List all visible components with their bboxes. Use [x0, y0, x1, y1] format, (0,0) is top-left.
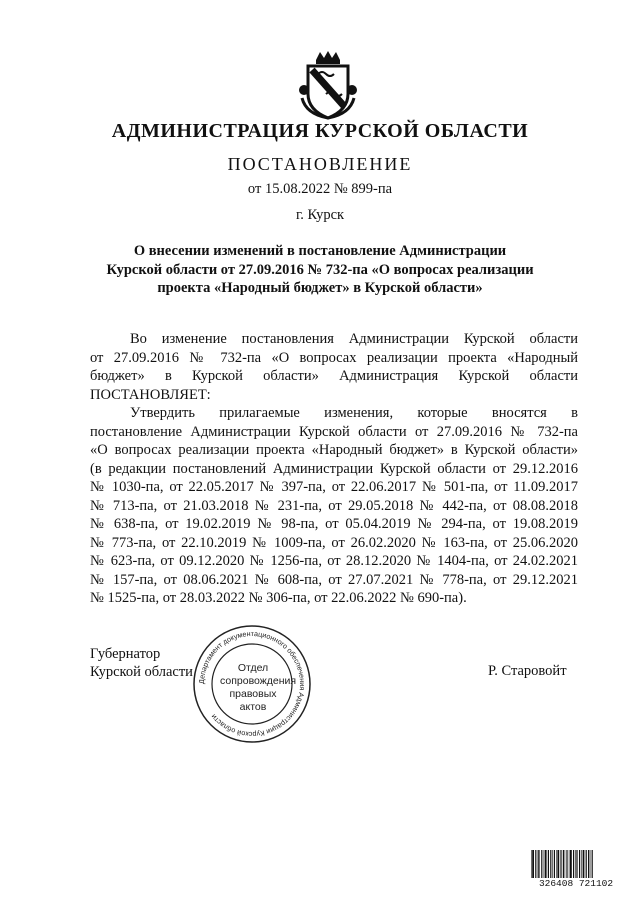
subject-line: Курской области от 27.09.2016 № 732-па «О вопросах реализации: [106, 261, 534, 278]
barcode-bar: [554, 850, 555, 880]
stamp-line: Отдел: [237, 662, 269, 674]
barcode-bar: [545, 850, 547, 880]
signatory-title-line: Губернатор: [90, 646, 161, 662]
barcode-bar: [557, 850, 559, 880]
body-line: № 1030-па, от 22.05.2017 № 397-па, от 22.06.2017 № 501-па, от 11.09.2017: [90, 479, 578, 495]
barcode-bar: [583, 850, 585, 880]
signatory-title: [90, 645, 193, 681]
body-line: Утвердить прилагаемые изменения, которые вносятся в: [130, 405, 578, 421]
body-line: от 27.09.2016 № 732-па «О вопросах реализации проекта «Народный: [90, 349, 578, 366]
body-line: № 713-па, от 21.03.2018 № 231-па, от 29.05.2018 № 442-па, от 08.08.2018: [90, 497, 578, 514]
body-line: ПОСТАНОВЛЯЕТ:: [90, 386, 211, 403]
document-subject: [100, 242, 540, 298]
organization-title: АДМИНИСТРАЦИЯ КУРСКОЙ ОБЛАСТИ: [111, 120, 529, 142]
body-line: № 157-па, от 08.06.2021 № 608-па, от 27.07.2021 № 778-па, от 29.12.2021: [90, 571, 578, 588]
subject-line: проекта «Народный бюджет» в Курской области»: [157, 280, 483, 296]
barcode-bar: [565, 850, 566, 880]
barcode-bar: [548, 850, 549, 880]
barcode-bar: [581, 850, 582, 880]
barcode-bar: [539, 850, 540, 880]
body-line: № 1525-па, от 28.03.2022 № 306-па, от 22.06.2022 № 690-па).: [90, 590, 467, 606]
barcode-bar: [538, 850, 539, 880]
barcode-bar: [552, 850, 553, 880]
body-line: Во изменение постановления Администрации Курской области: [130, 331, 578, 347]
barcode-bar: [541, 850, 542, 880]
document-type: ПОСТАНОВЛЕНИЕ: [227, 154, 413, 174]
body-line: «О вопросах реализации проекта «Народный бюджет» в Курской области»: [90, 442, 578, 458]
signatory-name: Р. Старовойт: [488, 663, 567, 679]
barcode-bar: [550, 850, 551, 880]
stamp-line: сопровождения: [220, 675, 297, 687]
barcode-bar: [556, 850, 557, 880]
barcode-bar: [532, 850, 534, 880]
stamp-ring-text: Департамент документационного обеспечения Администрации Курской области: [196, 628, 308, 740]
barcode-bar: [588, 850, 589, 880]
barcode-bar: [569, 850, 570, 880]
body-line: № 773-па, от 22.10.2019 № 1009-па, от 26.02.2020 № 163-па, от 25.06.2020: [90, 534, 578, 551]
stamp-center-text: [220, 662, 297, 714]
document-body: [90, 330, 578, 608]
barcode-bar: [590, 850, 591, 880]
subject-line: О внесении изменений в постановление Администрации: [133, 243, 507, 259]
barcode-number: 326408 721102: [530, 878, 622, 889]
body-line: (в редакции постановлений Администрации Курской области от 29.12.2016: [90, 460, 578, 477]
barcode-bar: [573, 850, 574, 880]
stamp-line: правовых: [229, 688, 277, 700]
barcode-bar: [560, 850, 561, 880]
barcode-bar: [544, 850, 545, 880]
signatory-title-line: Курской области: [90, 664, 193, 680]
stamp-line: актов: [239, 701, 267, 713]
barcode-bar: [575, 850, 576, 880]
barcode-bar: [586, 850, 587, 880]
document-date-number: от 15.08.2022 № 899-па: [247, 181, 393, 197]
barcode-bar: [577, 850, 578, 880]
document-city: г. Курск: [295, 207, 345, 223]
barcode-bar: [566, 850, 567, 880]
barcode-bar: [563, 850, 564, 880]
body-line: постановление Администрации Курской области от 27.09.2016 № 732-па: [90, 423, 578, 440]
barcode-bar: [531, 850, 532, 880]
body-line: бюджет» в Курской области» Администрация Курской области: [90, 368, 578, 384]
barcode-bar: [579, 850, 580, 880]
barcode-bar: [592, 850, 593, 880]
barcode-bar: [535, 850, 536, 880]
body-line: № 623-па, от 09.12.2020 № 1256-па, от 28.12.2020 № 1404-па, от 24.02.2021: [90, 553, 578, 569]
coat-of-arms-icon: [296, 50, 360, 120]
barcode-bar: [570, 850, 572, 880]
body-line: № 638-па, от 19.02.2019 № 98-па, от 05.04.2019 № 294-па, от 19.08.2019: [90, 516, 578, 532]
